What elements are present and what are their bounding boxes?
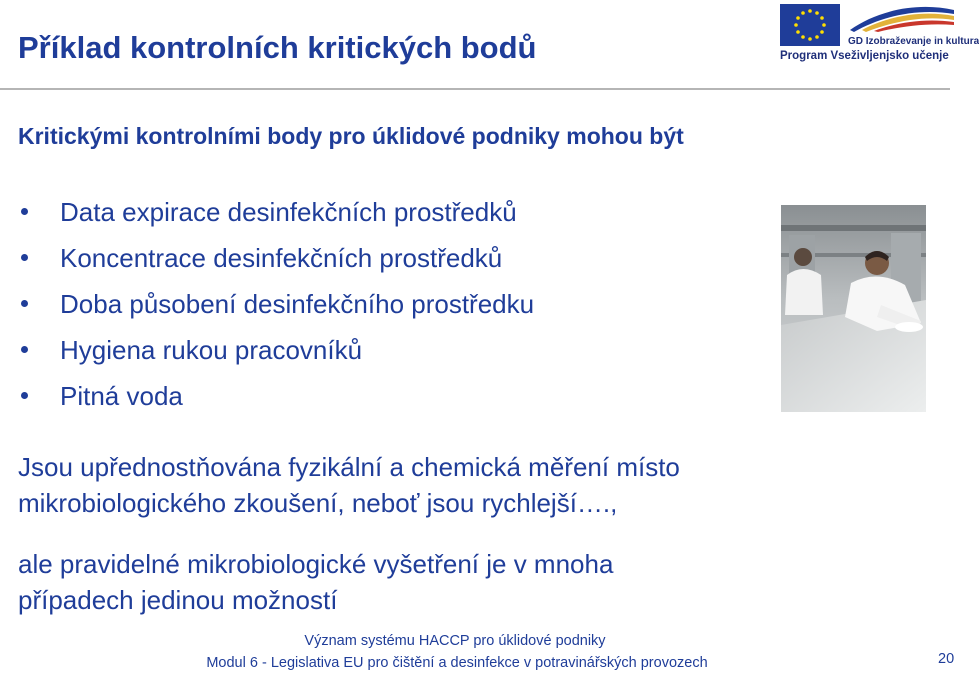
- bullet-item: [18, 284, 534, 330]
- paragraph-line: případech jedinou možností: [18, 585, 338, 615]
- bullet-dot-icon: [21, 392, 28, 399]
- title-divider: [0, 88, 950, 90]
- swoosh-logo-icon: [848, 4, 956, 34]
- paragraph-measurement: [18, 449, 680, 521]
- slide-subtitle: Kritickými kontrolními body pro úklidové podniky mohou být: [18, 123, 684, 149]
- bullet-dot-icon: [21, 300, 28, 307]
- footer-module: Modul 6 - Legislativa EU pro čištění a desinfekce v potravinářských provozech: [206, 655, 708, 671]
- paragraph-line: Jsou upřednostňována fyzikální a chemická měření místo: [18, 452, 680, 482]
- logo-organization-label: GD Izobraževanje in kultura: [848, 36, 979, 47]
- page-number: 20: [938, 651, 955, 667]
- bullet-text: Doba působení desinfekčního prostředku: [60, 289, 535, 319]
- chef-cleaning-photo: [781, 205, 926, 412]
- eu-logo: [780, 4, 979, 66]
- bullet-dot-icon: [21, 346, 28, 353]
- logo-program-label: Program Vseživljenjsko učenje: [780, 50, 949, 62]
- bullet-list: [18, 192, 534, 422]
- bullet-item: [18, 192, 534, 238]
- bullet-item: [18, 376, 534, 422]
- bullet-item: [18, 238, 534, 284]
- footer-title: Význam systému HACCP pro úklidové podniky: [304, 633, 606, 649]
- paragraph-microbiology: [18, 546, 613, 618]
- bullet-dot-icon: [21, 254, 28, 261]
- bullet-text: Koncentrace desinfekčních prostředků: [60, 243, 503, 273]
- paragraph-line: ale pravidelné mikrobiologické vyšetření je v mnoha: [18, 549, 614, 579]
- bullet-item: [18, 330, 534, 376]
- slide-title: Příklad kontrolních kritických bodů: [18, 30, 537, 65]
- bullet-text: Data expirace desinfekčních prostředků: [60, 197, 517, 227]
- bullet-dot-icon: [21, 208, 28, 215]
- eu-flag-icon: [780, 4, 840, 46]
- bullet-text: Hygiena rukou pracovníků: [60, 335, 363, 365]
- bullet-text: Pitná voda: [60, 381, 183, 411]
- paragraph-line: mikrobiologického zkoušení, neboť jsou rychlejší….,: [18, 488, 618, 518]
